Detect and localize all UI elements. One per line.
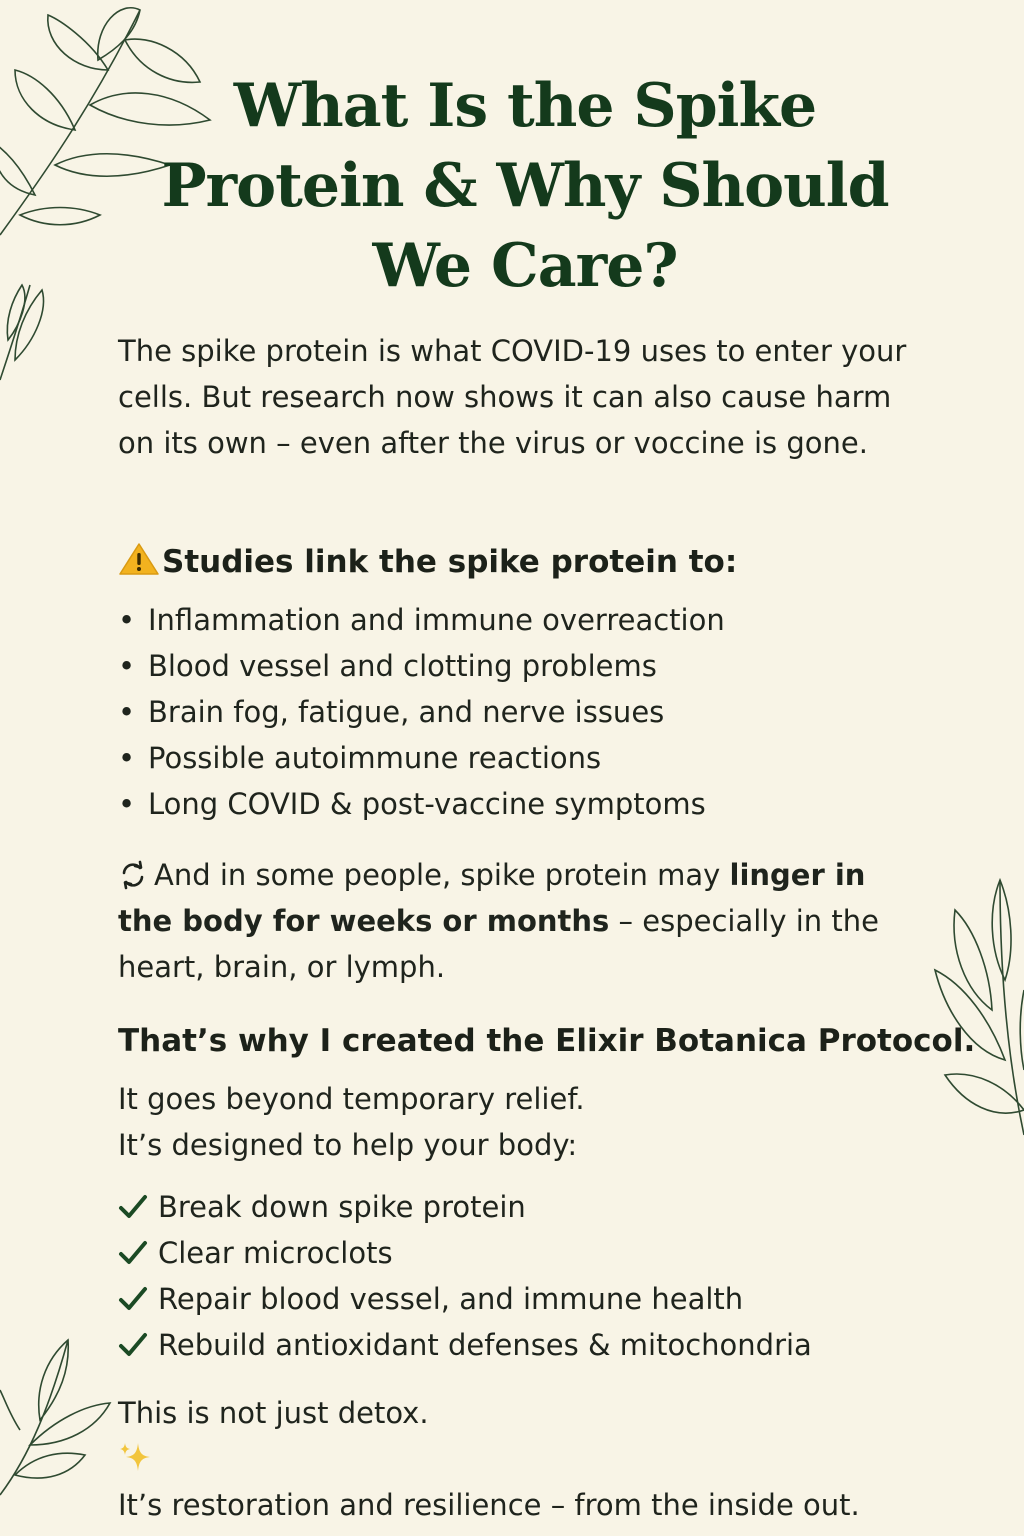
list-item-text: Blood vessel and clotting problems [148, 649, 657, 683]
protocol-intro-line-1: It goes beyond temporary relief. [118, 1082, 585, 1116]
list-item-text: Clear microclots [158, 1236, 393, 1270]
list-item-text: Rebuild antioxidant defenses & mitochondria [158, 1328, 812, 1362]
list-item [118, 1276, 978, 1322]
title-line-3: We Care? [372, 231, 678, 301]
studies-heading-text: Studies link the spike protein to: [162, 544, 738, 580]
bullet-icon: • [118, 603, 136, 637]
studies-heading [118, 539, 737, 585]
list-item [118, 781, 938, 827]
sparkle-icon [118, 1441, 152, 1473]
bullet-icon: • [118, 695, 136, 729]
list-item-text: Brain fog, fatigue, and nerve issues [148, 695, 665, 729]
list-item-text: Break down spike protein [158, 1190, 526, 1224]
check-icon [118, 1193, 148, 1221]
check-icon [118, 1285, 148, 1313]
linger-text-before: And in some people, spike protein may [154, 858, 730, 892]
cycle-arrows-icon [118, 860, 148, 890]
bullet-icon: • [118, 741, 136, 775]
list-item-text: Possible autoimmune reactions [148, 741, 602, 775]
list-item-text: Repair blood vessel, and immune health [158, 1282, 744, 1316]
closing-line-1: This is not just detox. [118, 1396, 429, 1430]
leaf-branch-right-decoration [930, 870, 1024, 1140]
closing-line-2-text: It’s restoration and resilience – from the inside out. [118, 1488, 860, 1522]
list-item-text: Inflammation and immune overreaction [148, 603, 725, 637]
closing-line-2 [118, 1436, 978, 1528]
list-item [118, 689, 938, 735]
list-item [118, 1230, 978, 1276]
list-item [118, 735, 938, 781]
protocol-intro-line-2: It’s designed to help your body: [118, 1128, 578, 1162]
linger-emphasis: linger in the body for weeks or months [118, 858, 866, 938]
protocol-intro [118, 1076, 898, 1168]
bullet-icon: • [118, 787, 136, 821]
protocol-heading: That’s why I created the Elixir Botanica Protocol. [118, 1023, 976, 1059]
title-line-2: Protein & Why Should [161, 151, 889, 221]
list-item [118, 1322, 978, 1368]
list-item-text: Long COVID & post-vaccine symptoms [148, 787, 706, 821]
linger-paragraph [118, 852, 918, 990]
bullet-icon: • [118, 649, 136, 683]
warning-icon [118, 542, 160, 576]
protocol-benefits-list [118, 1184, 978, 1368]
leaf-branch-bottom-left-decoration [0, 1335, 120, 1505]
check-icon [118, 1239, 148, 1267]
intro-paragraph: The spike protein is what COVID-19 uses to enter your cells. But research now shows it can also cause harm on its own – even after the virus or voccine is gone. [118, 334, 907, 460]
studies-list [118, 597, 938, 827]
list-item [118, 597, 938, 643]
closing-paragraph [118, 1390, 978, 1528]
check-icon [118, 1331, 148, 1359]
list-item [118, 643, 938, 689]
leaf-sprig-left-decoration [0, 280, 60, 390]
list-item [118, 1184, 978, 1230]
page-title [80, 66, 970, 306]
title-line-1: What Is the Spike [233, 71, 817, 141]
linger-text-after: – especially in the heart, brain, or lymph. [118, 904, 879, 984]
